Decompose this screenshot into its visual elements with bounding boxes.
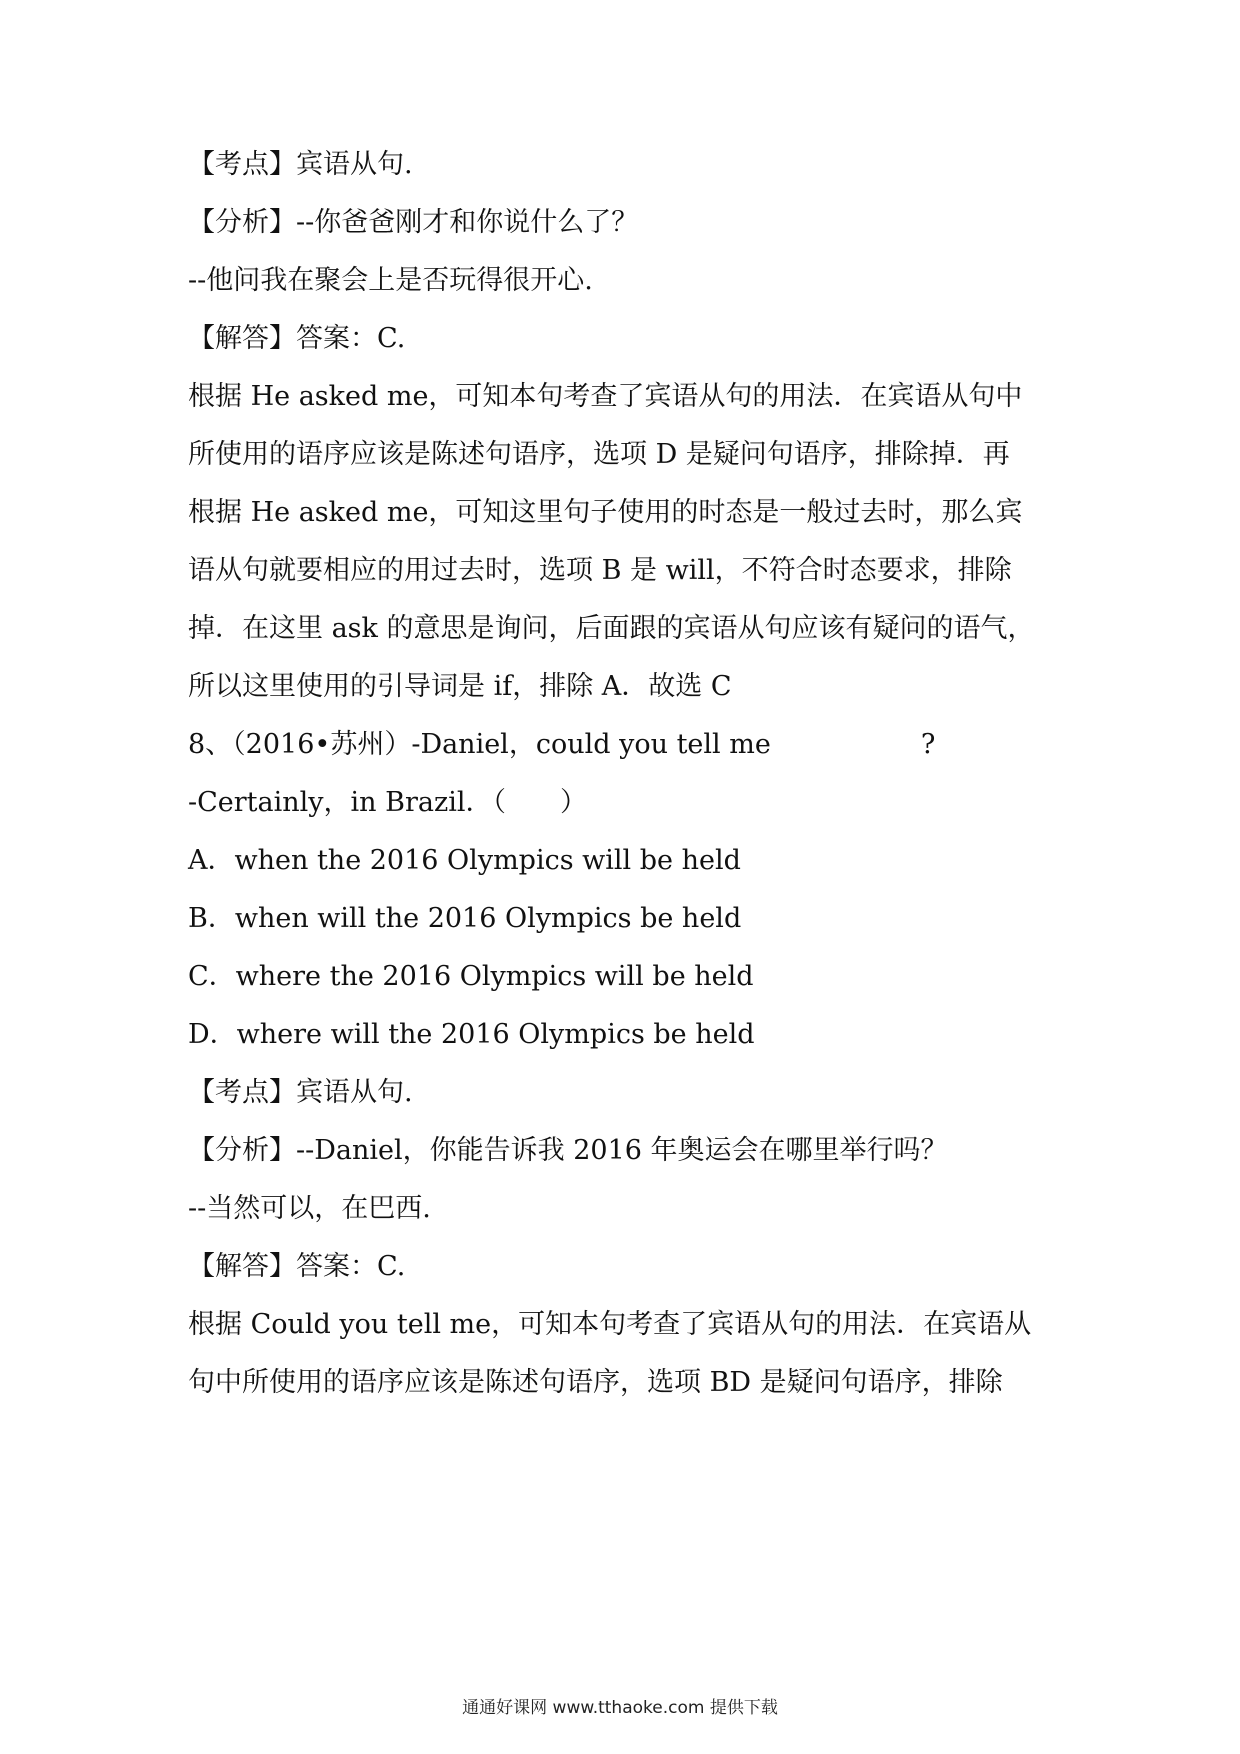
q7-explanation-line: 所以这里使用的引导词是 if，排除 A．故选 C [188, 671, 732, 702]
q8-option-a: A．when the 2016 Olympics will be held [188, 845, 741, 876]
q8-option-c: C．where the 2016 Olympics will be held [188, 961, 754, 992]
q8-question-mark: ? [920, 729, 936, 760]
q8-option-b: B．when will the 2016 Olympics be held [188, 903, 742, 934]
q8-explanation-line: 根据 Could you tell me，可知本句考查了宾语从句的用法．在宾语从 [188, 1309, 1032, 1340]
q8-fenxi-translation: --当然可以，在巴西. [188, 1193, 431, 1224]
q7-explanation-line: 掉．在这里 ask 的意思是询问，后面跟的宾语从句应该有疑问的语气， [188, 613, 1035, 644]
q8-stem-text: 8、（2016•苏州）-Daniel，could you tell me [188, 729, 771, 760]
q7-fenxi: 【分析】--你爸爸刚才和你说什么了？ [188, 207, 639, 238]
q7-fenxi-translation: --他问我在聚会上是否玩得很开心. [188, 265, 593, 296]
q7-explanation-line: 语从句就要相应的用过去时，选项 B 是 will，不符合时态要求，排除 [188, 555, 1012, 586]
footer-download-note: 通通好课网 www.tthaoke.com 提供下载 [462, 1698, 778, 1718]
q8-stem [188, 727, 935, 763]
q8-fenxi: 【分析】--Daniel，你能告诉我 2016 年奥运会在哪里举行吗？ [188, 1135, 948, 1166]
q7-kaodian: 【考点】宾语从句. [188, 149, 413, 180]
q7-explanation-line: 所使用的语序应该是陈述句语序，选项 D 是疑问句语序，排除掉．再 [188, 439, 1010, 470]
q8-response: -Certainly，in Brazil．（ ） [188, 787, 587, 818]
q7-explanation-line: 根据 He asked me，可知这里句子使用的时态是一般过去时，那么宾 [188, 497, 1023, 528]
q7-jieda: 【解答】答案：C. [188, 323, 406, 354]
q8-option-d: D．where will the 2016 Olympics be held [188, 1019, 755, 1050]
q8-explanation-line: 句中所使用的语序应该是陈述句语序，选项 BD 是疑问句语序，排除 [188, 1367, 1003, 1398]
q7-explanation-line: 根据 He asked me，可知本句考查了宾语从句的用法．在宾语从句中 [188, 381, 1023, 412]
q8-kaodian: 【考点】宾语从句. [188, 1077, 413, 1108]
q8-jieda: 【解答】答案：C. [188, 1251, 406, 1282]
